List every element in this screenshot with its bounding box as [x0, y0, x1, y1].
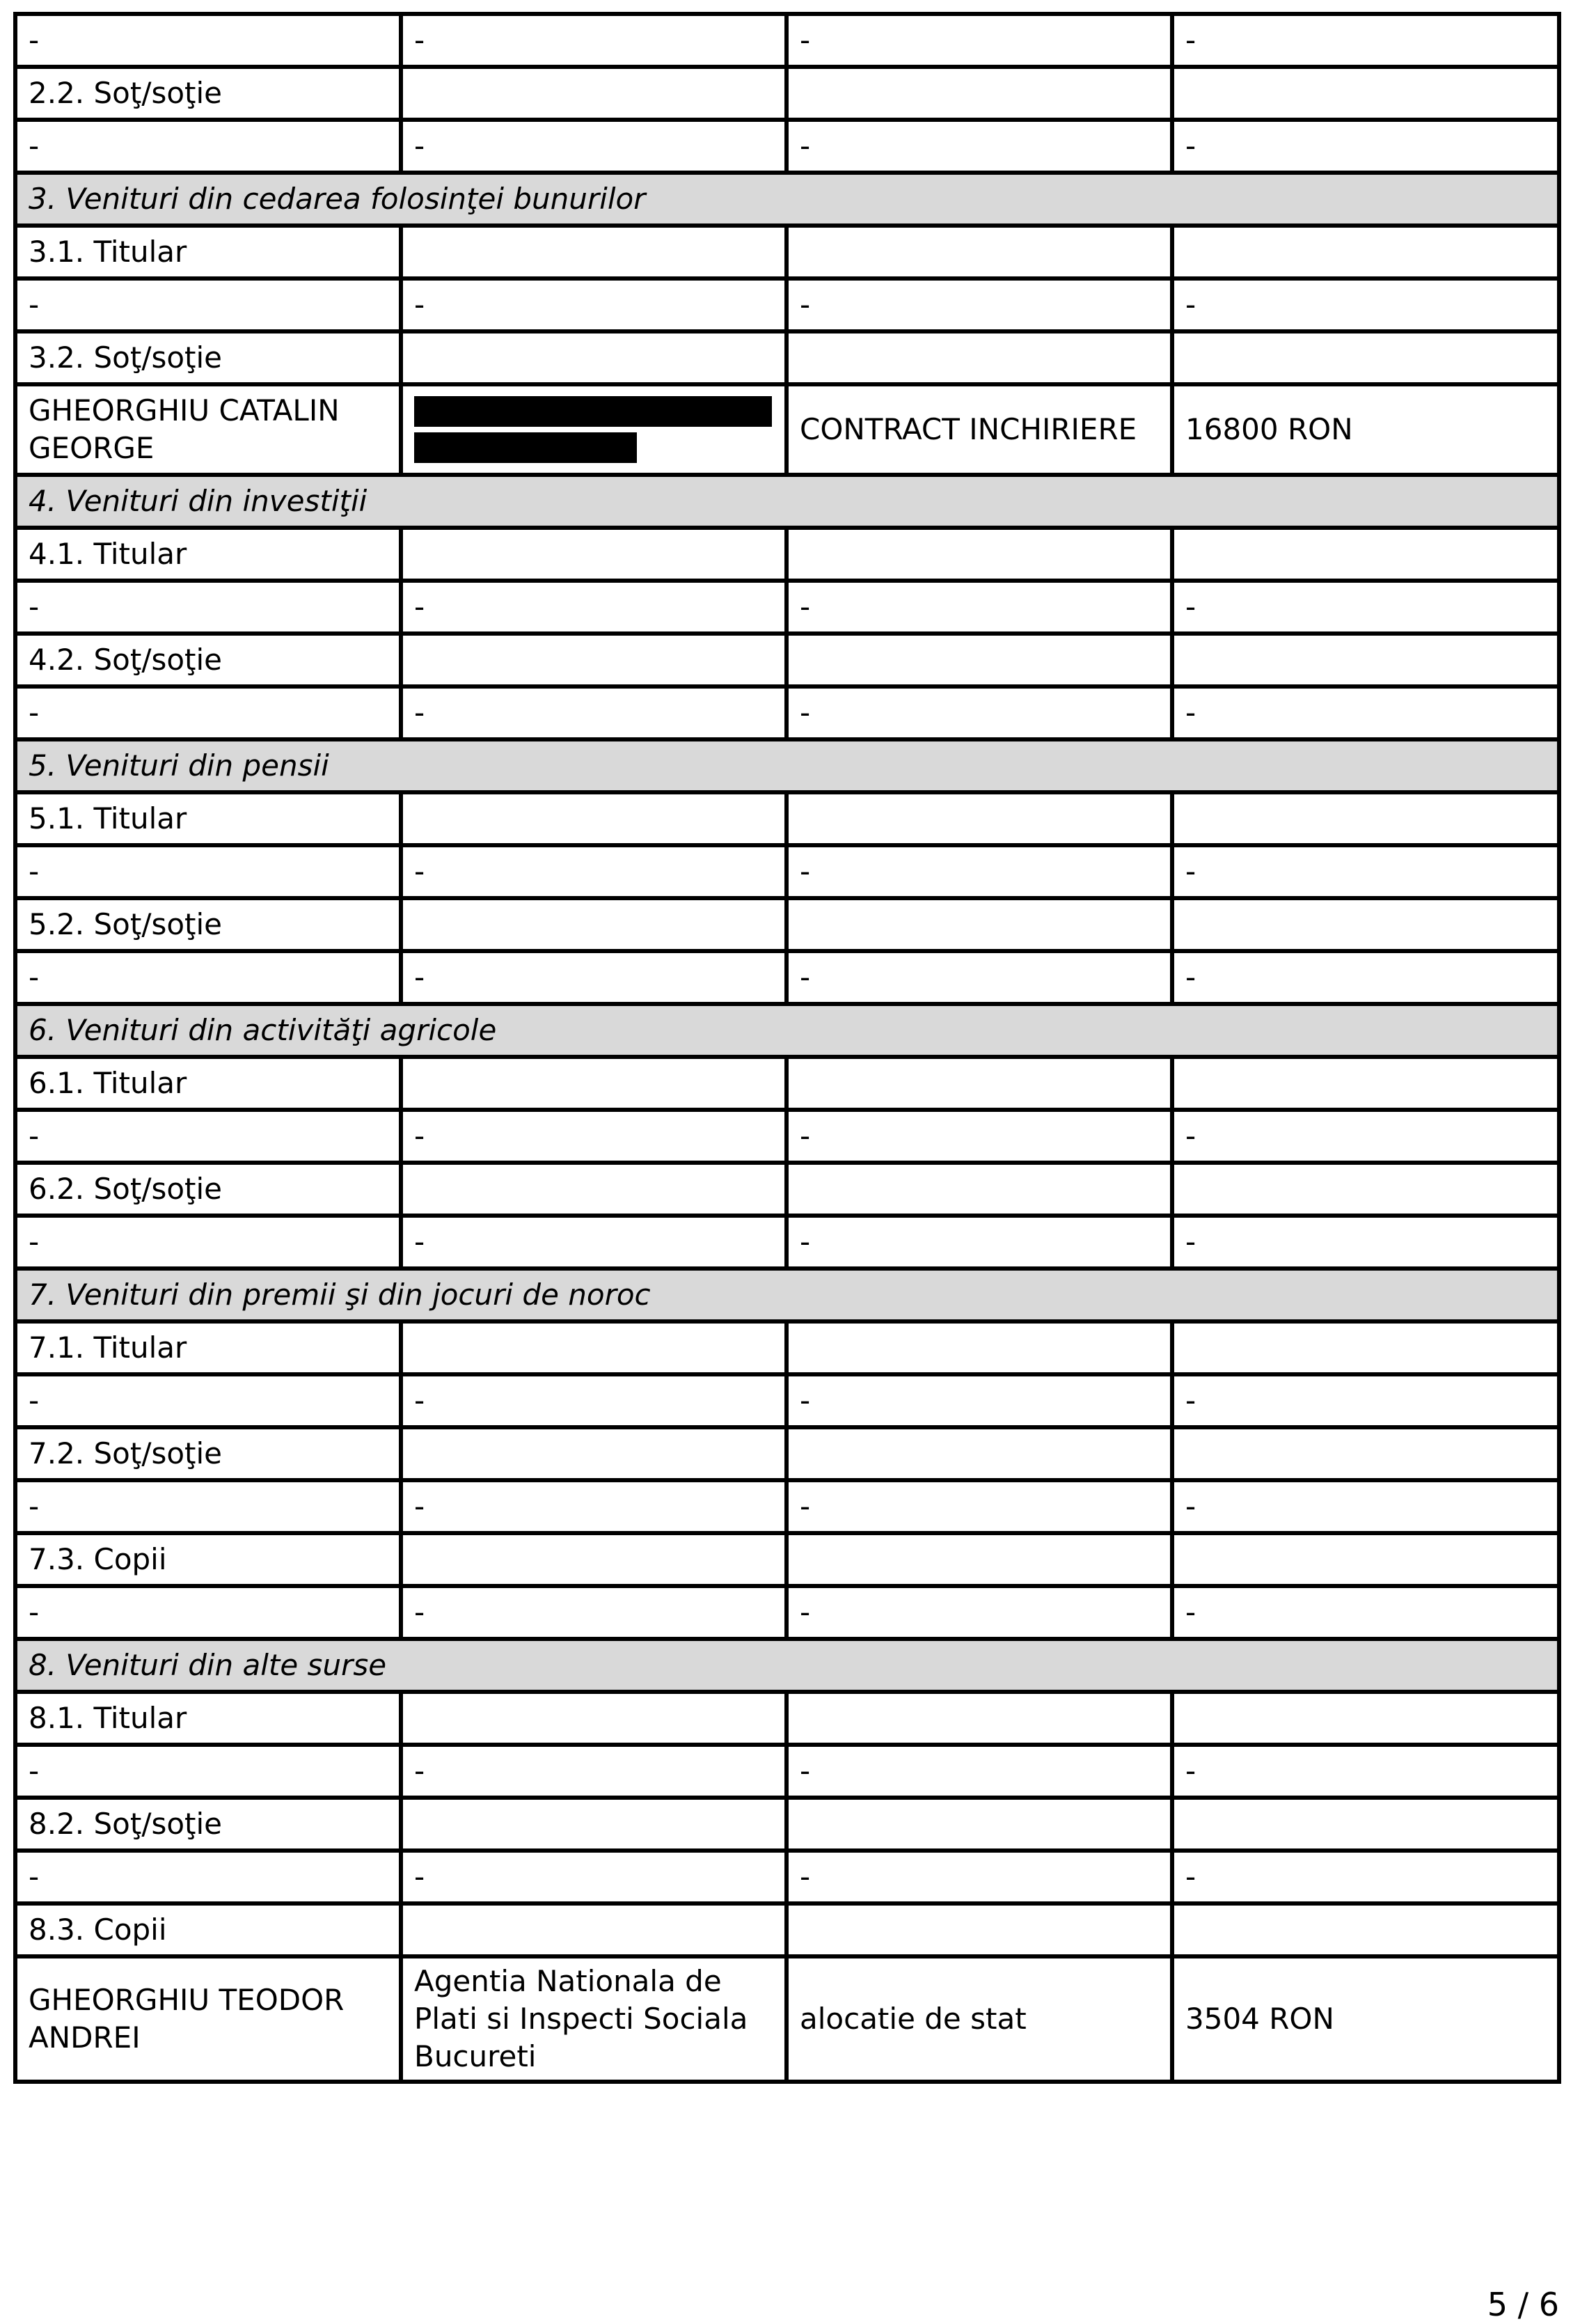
empty-cell [1172, 1427, 1559, 1480]
source-cell: - [401, 120, 787, 173]
subsection-row [15, 528, 1559, 581]
income-cell: - [1172, 14, 1559, 67]
table-row [15, 384, 1559, 475]
service-cell: alocatie de stat [787, 1956, 1172, 2082]
service-cell: - [787, 120, 1172, 173]
redacted-source [414, 396, 784, 463]
empty-cell [787, 1321, 1172, 1374]
table-row [15, 1110, 1559, 1163]
table-row [15, 1216, 1559, 1269]
redaction-bar [414, 432, 637, 463]
service-cell: - [787, 581, 1172, 634]
empty-cell [1172, 1057, 1559, 1110]
empty-cell [787, 1903, 1172, 1956]
subsection-row [15, 1057, 1559, 1110]
beneficiary-cell: - [15, 686, 401, 739]
empty-cell [1172, 226, 1559, 278]
source-cell: - [401, 14, 787, 67]
empty-cell [787, 67, 1172, 120]
beneficiary-cell: - [15, 1480, 401, 1533]
empty-cell [1172, 528, 1559, 581]
subsection-label: 7.2. Soţ/soţie [15, 1427, 401, 1480]
subsection-label: 3.2. Soţ/soţie [15, 331, 401, 384]
empty-cell [1172, 792, 1559, 845]
source-cell: - [401, 581, 787, 634]
empty-cell [1172, 1692, 1559, 1745]
subsection-row [15, 1903, 1559, 1956]
subsection-label: 5.1. Titular [15, 792, 401, 845]
beneficiary-cell: GHEORGHIU CATALIN GEORGE [15, 384, 401, 475]
service-cell: - [787, 845, 1172, 898]
source-cell: - [401, 1216, 787, 1269]
source-cell: - [401, 1745, 787, 1798]
table-row [15, 14, 1559, 67]
redaction-bar [414, 396, 772, 427]
subsection-label: 7.1. Titular [15, 1321, 401, 1374]
income-cell: - [1172, 1480, 1559, 1533]
source-cell: Agentia Nationala de Plati si Inspecti Sociala Bucureti [401, 1956, 787, 2082]
table-row [15, 1480, 1559, 1533]
empty-cell [401, 331, 787, 384]
empty-cell [401, 528, 787, 581]
empty-cell [401, 1321, 787, 1374]
service-cell: - [787, 1851, 1172, 1903]
income-cell: - [1172, 120, 1559, 173]
section-header-row [15, 1004, 1559, 1057]
subsection-row [15, 67, 1559, 120]
subsection-label: 3.1. Titular [15, 226, 401, 278]
service-cell: - [787, 1216, 1172, 1269]
empty-cell [401, 792, 787, 845]
service-cell: - [787, 1374, 1172, 1427]
subsection-row [15, 792, 1559, 845]
subsection-row [15, 331, 1559, 384]
subsection-label: 4.2. Soţ/soţie [15, 634, 401, 686]
beneficiary-cell: - [15, 1374, 401, 1427]
empty-cell [401, 1692, 787, 1745]
empty-cell [787, 634, 1172, 686]
source-cell: - [401, 1851, 787, 1903]
empty-cell [787, 226, 1172, 278]
empty-cell [401, 1798, 787, 1851]
table-row [15, 1851, 1559, 1903]
section-header-row [15, 1269, 1559, 1321]
subsection-row [15, 1692, 1559, 1745]
subsection-row [15, 226, 1559, 278]
income-cell: - [1172, 845, 1559, 898]
income-cell: - [1172, 1374, 1559, 1427]
empty-cell [401, 1533, 787, 1586]
empty-cell [401, 1903, 787, 1956]
table-row [15, 845, 1559, 898]
income-cell: - [1172, 581, 1559, 634]
empty-cell [401, 1057, 787, 1110]
empty-cell [1172, 634, 1559, 686]
source-cell [401, 384, 787, 475]
table-row [15, 951, 1559, 1004]
beneficiary-cell: - [15, 120, 401, 173]
source-cell: - [401, 951, 787, 1004]
empty-cell [401, 226, 787, 278]
section-title: 3. Venituri din cedarea folosinţei bunurilor [15, 173, 1559, 226]
income-cell: - [1172, 951, 1559, 1004]
section-header-row [15, 173, 1559, 226]
page-number: 5 / 6 [1487, 2286, 1559, 2323]
empty-cell [1172, 331, 1559, 384]
section-header-row [15, 739, 1559, 792]
empty-cell [787, 1533, 1172, 1586]
income-cell: - [1172, 1216, 1559, 1269]
empty-cell [1172, 67, 1559, 120]
beneficiary-cell: - [15, 1851, 401, 1903]
empty-cell [787, 1163, 1172, 1216]
table-row [15, 120, 1559, 173]
source-cell: - [401, 845, 787, 898]
subsection-label: 7.3. Copii [15, 1533, 401, 1586]
empty-cell [787, 1427, 1172, 1480]
service-cell: - [787, 1586, 1172, 1639]
beneficiary-cell: - [15, 278, 401, 331]
income-declaration-table [13, 12, 1561, 2084]
beneficiary-cell: - [15, 1586, 401, 1639]
empty-cell [787, 1057, 1172, 1110]
subsection-label: 8.3. Copii [15, 1903, 401, 1956]
source-cell: - [401, 1374, 787, 1427]
income-cell: - [1172, 1851, 1559, 1903]
beneficiary-cell: - [15, 1110, 401, 1163]
empty-cell [401, 1427, 787, 1480]
empty-cell [401, 67, 787, 120]
empty-cell [787, 1798, 1172, 1851]
table-row [15, 581, 1559, 634]
income-cell: - [1172, 1110, 1559, 1163]
service-cell: - [787, 14, 1172, 67]
empty-cell [1172, 1321, 1559, 1374]
subsection-row [15, 1533, 1559, 1586]
table-row [15, 1956, 1559, 2082]
empty-cell [401, 1163, 787, 1216]
table-row [15, 1374, 1559, 1427]
section-header-row [15, 1639, 1559, 1692]
empty-cell [401, 898, 787, 951]
empty-cell [401, 634, 787, 686]
subsection-label: 6.2. Soţ/soţie [15, 1163, 401, 1216]
subsection-row [15, 1321, 1559, 1374]
subsection-label: 8.1. Titular [15, 1692, 401, 1745]
empty-cell [1172, 1533, 1559, 1586]
source-cell: - [401, 1586, 787, 1639]
empty-cell [1172, 1798, 1559, 1851]
table-row [15, 278, 1559, 331]
service-cell: - [787, 1480, 1172, 1533]
beneficiary-cell: - [15, 581, 401, 634]
subsection-row [15, 1163, 1559, 1216]
subsection-label: 6.1. Titular [15, 1057, 401, 1110]
section-title: 5. Venituri din pensii [15, 739, 1559, 792]
income-cell: 16800 RON [1172, 384, 1559, 475]
subsection-row [15, 1798, 1559, 1851]
beneficiary-cell: - [15, 1745, 401, 1798]
beneficiary-cell: GHEORGHIU TEODOR ANDREI [15, 1956, 401, 2082]
empty-cell [787, 898, 1172, 951]
service-cell: - [787, 686, 1172, 739]
empty-cell [1172, 1163, 1559, 1216]
income-cell: - [1172, 278, 1559, 331]
table-row [15, 1586, 1559, 1639]
source-cell: - [401, 1110, 787, 1163]
income-cell: 3504 RON [1172, 1956, 1559, 2082]
empty-cell [1172, 898, 1559, 951]
section-title: 8. Venituri din alte surse [15, 1639, 1559, 1692]
table-row [15, 686, 1559, 739]
subsection-label: 5.2. Soţ/soţie [15, 898, 401, 951]
source-cell: - [401, 278, 787, 331]
service-cell: - [787, 1745, 1172, 1798]
empty-cell [787, 1692, 1172, 1745]
subsection-label: 2.2. Soţ/soţie [15, 67, 401, 120]
service-cell: CONTRACT INCHIRIERE [787, 384, 1172, 475]
service-cell: - [787, 278, 1172, 331]
service-cell: - [787, 951, 1172, 1004]
source-cell: - [401, 686, 787, 739]
income-cell: - [1172, 1586, 1559, 1639]
beneficiary-cell: - [15, 1216, 401, 1269]
income-cell: - [1172, 1745, 1559, 1798]
subsection-label: 4.1. Titular [15, 528, 401, 581]
subsection-row [15, 634, 1559, 686]
service-cell: - [787, 1110, 1172, 1163]
source-cell: - [401, 1480, 787, 1533]
section-header-row [15, 475, 1559, 528]
empty-cell [787, 792, 1172, 845]
beneficiary-cell: - [15, 14, 401, 67]
income-cell: - [1172, 686, 1559, 739]
empty-cell [787, 331, 1172, 384]
beneficiary-cell: - [15, 845, 401, 898]
beneficiary-cell: - [15, 951, 401, 1004]
section-title: 6. Venituri din activităţi agricole [15, 1004, 1559, 1057]
section-title: 7. Venituri din premii şi din jocuri de noroc [15, 1269, 1559, 1321]
section-title: 4. Venituri din investiţii [15, 475, 1559, 528]
subsection-row [15, 898, 1559, 951]
table-row [15, 1745, 1559, 1798]
subsection-row [15, 1427, 1559, 1480]
empty-cell [787, 528, 1172, 581]
empty-cell [1172, 1903, 1559, 1956]
subsection-label: 8.2. Soţ/soţie [15, 1798, 401, 1851]
